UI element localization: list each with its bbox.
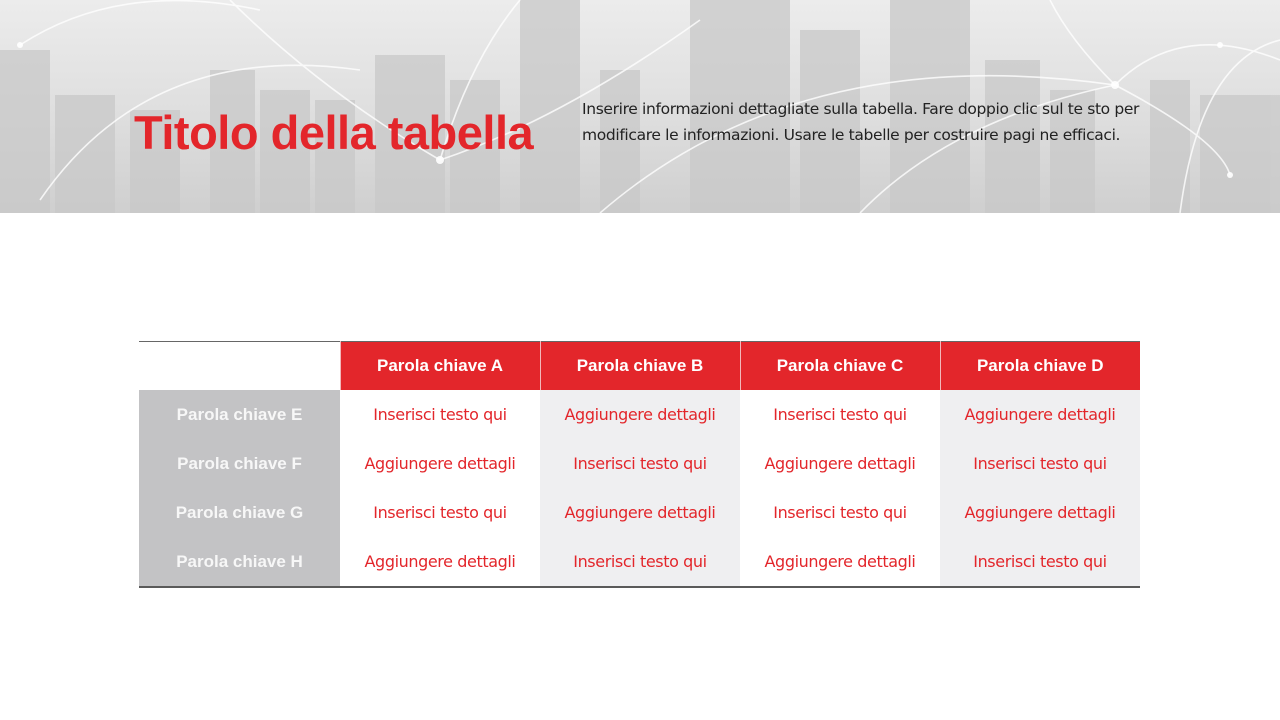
table-cell[interactable]: Aggiungere dettagli	[940, 390, 1140, 439]
table-cell[interactable]: Aggiungere dettagli	[340, 439, 540, 488]
table-cell[interactable]: Aggiungere dettagli	[540, 390, 740, 439]
table-cell[interactable]: Inserisci testo qui	[740, 390, 940, 439]
row-header[interactable]: Parola chiave E	[139, 390, 340, 439]
column-header[interactable]: Parola chiave A	[340, 342, 540, 391]
table-cell[interactable]: Inserisci testo qui	[540, 439, 740, 488]
table-cell[interactable]: Aggiungere dettagli	[540, 488, 740, 537]
row-header[interactable]: Parola chiave G	[139, 488, 340, 537]
keyword-table	[139, 341, 1140, 588]
table-cell[interactable]: Inserisci testo qui	[740, 488, 940, 537]
table-cell[interactable]: Aggiungere dettagli	[940, 488, 1140, 537]
table-row	[139, 439, 1140, 488]
table-cell[interactable]: Aggiungere dettagli	[740, 537, 940, 587]
table-row	[139, 488, 1140, 537]
table-row	[139, 390, 1140, 439]
table-cell[interactable]: Inserisci testo qui	[340, 390, 540, 439]
corner-cell	[139, 342, 340, 391]
row-header[interactable]: Parola chiave H	[139, 537, 340, 587]
table-header-row	[139, 342, 1140, 391]
table-cell[interactable]: Aggiungere dettagli	[740, 439, 940, 488]
column-header[interactable]: Parola chiave D	[940, 342, 1140, 391]
description-text: Inserire informazioni dettagliate sulla tabella. Fare doppio clic sul te sto per modificare le informazioni. Usare le tabelle per costruire pagi ne efficaci.	[582, 100, 1140, 144]
page-title: Titolo della tabella	[134, 106, 534, 159]
column-header[interactable]: Parola chiave C	[740, 342, 940, 391]
table-cell[interactable]: Inserisci testo qui	[940, 439, 1140, 488]
table-row	[139, 537, 1140, 587]
column-header[interactable]: Parola chiave B	[540, 342, 740, 391]
table-cell[interactable]: Inserisci testo qui	[340, 488, 540, 537]
table-cell[interactable]: Inserisci testo qui	[540, 537, 740, 587]
table-cell[interactable]: Aggiungere dettagli	[340, 537, 540, 587]
table-cell[interactable]: Inserisci testo qui	[940, 537, 1140, 587]
row-header[interactable]: Parola chiave F	[139, 439, 340, 488]
